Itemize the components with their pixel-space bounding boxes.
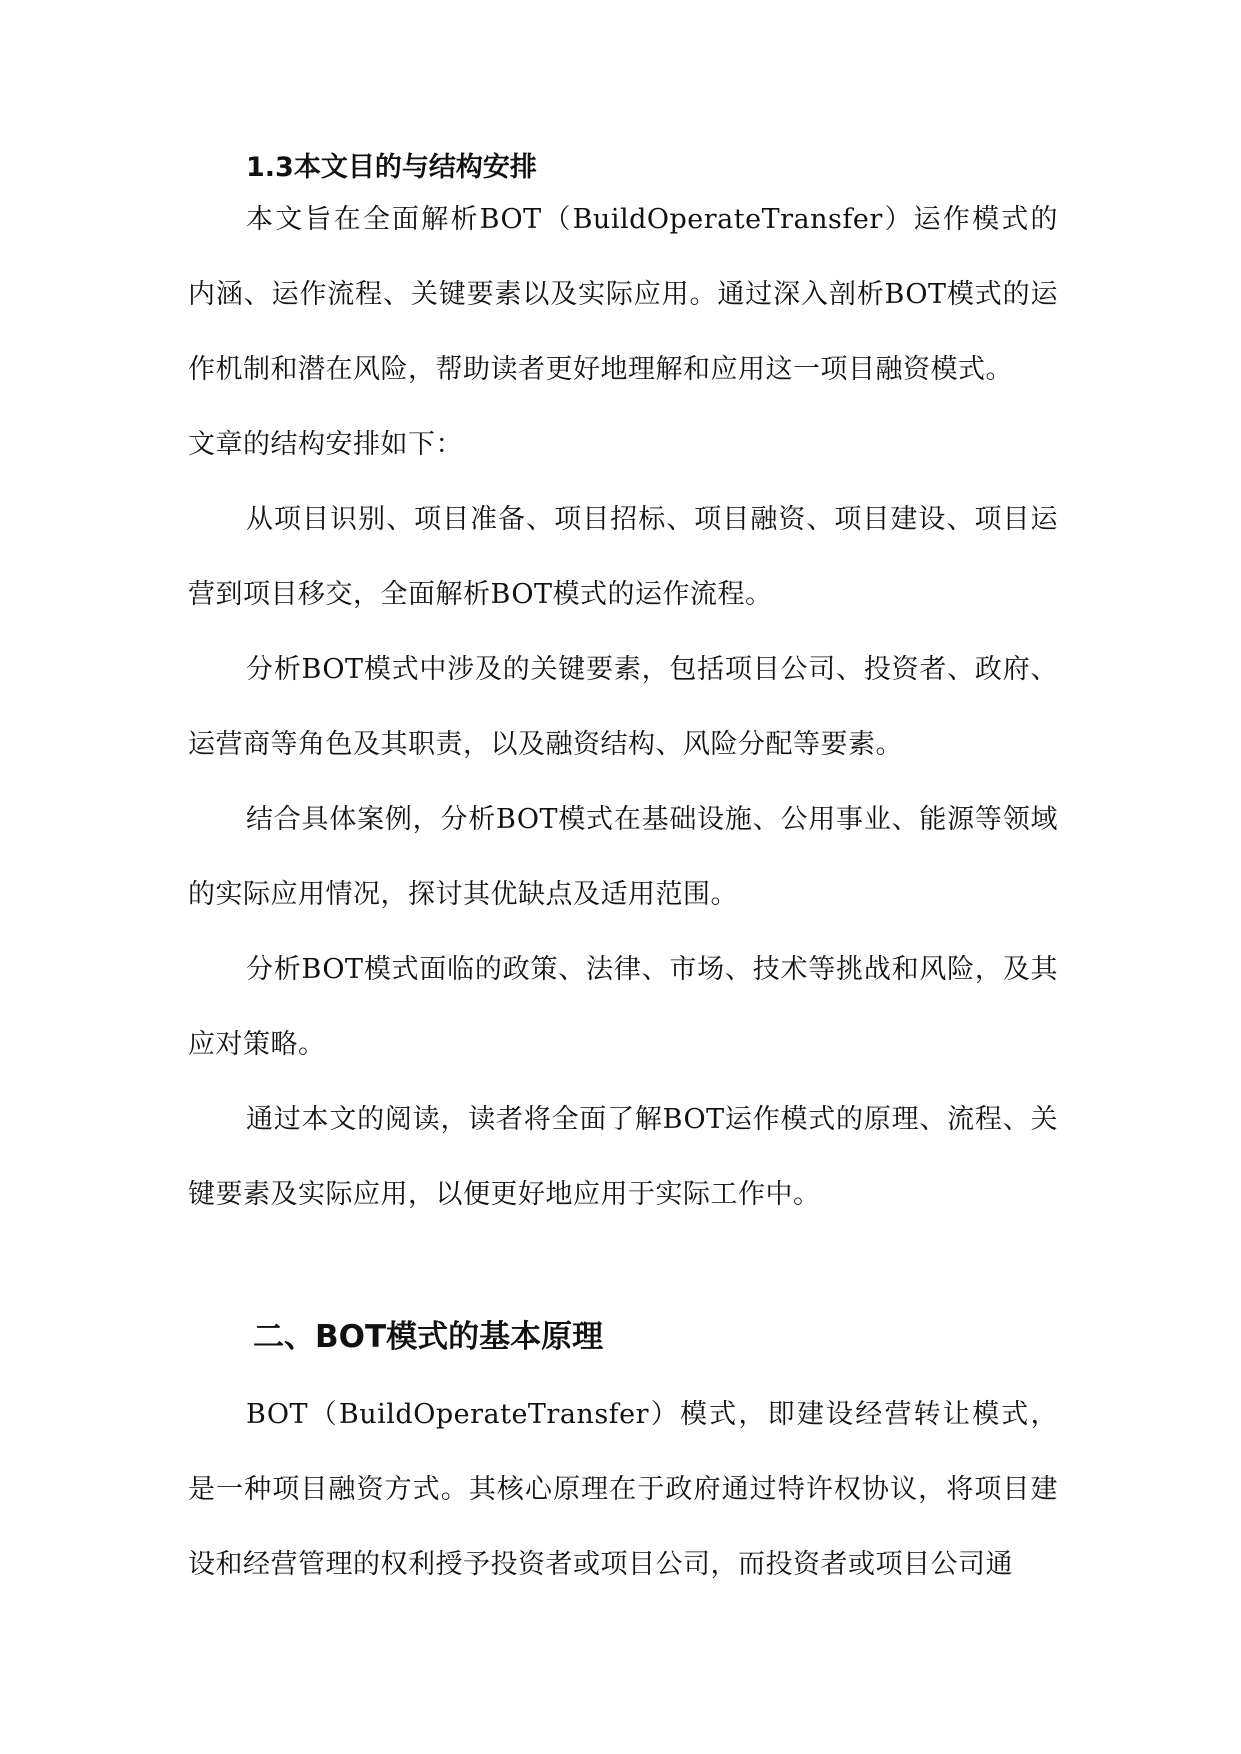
paragraph-structure-lead: 文章的结构安排如下： (188, 429, 463, 460)
paragraph-conclusion: 通过本文的阅读，读者将全面了解BOT运作模式的原理、流程、关键要素及实际应用，以便更好地应用于实际工作中。 (188, 1104, 1058, 1210)
paragraph-structure-4: 分析BOT模式面临的政策、法律、市场、技术等挑战和风险，及其应对策略。 (188, 954, 1058, 1060)
paragraph-intro: 本文旨在全面解析BOT（BuildOperateTransfer）运作模式的内涵、运作流程、关键要素以及实际应用。通过深入剖析BOT模式的运作机制和潜在风险，帮助读者更好地理解和应用这一项目融资模式。 (188, 204, 1058, 385)
paragraph-structure-2: 分析BOT模式中涉及的关键要素，包括项目公司、投资者、政府、运营商等角色及其职责，以及融资结构、风险分配等要素。 (188, 654, 1058, 760)
paragraph-structure-1: 从项目识别、项目准备、项目招标、项目融资、项目建设、项目运营到项目移交，全面解析BOT模式的运作流程。 (188, 504, 1058, 610)
paragraph-structure-3: 结合具体案例，分析BOT模式在基础设施、公用事业、能源等领域的实际应用情况，探讨其优缺点及适用范围。 (188, 804, 1058, 910)
section-heading-2: 二、BOT模式的基本原理 (253, 1319, 604, 1355)
paragraph-bot-principle: BOT（BuildOperateTransfer）模式，即建设经营转让模式，是一种项目融资方式。其核心原理在于政府通过特许权协议，将项目建设和经营管理的权利授予投资者或项目公司，而投资者或项目公司通 (188, 1399, 1058, 1580)
section-heading-1-3: 1.3本文目的与结构安排 (246, 152, 537, 183)
